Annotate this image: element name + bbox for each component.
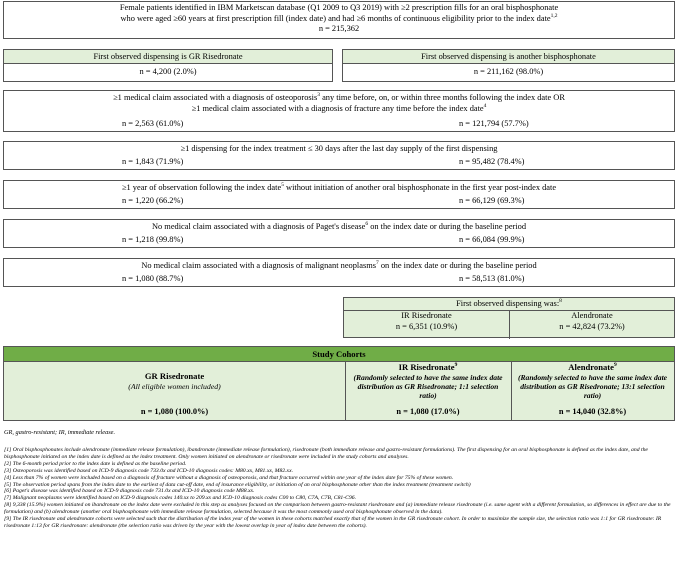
gr-first-title: First observed dispensing is GR Risedronate	[4, 50, 332, 64]
step4-right-n: n = 66,084 (99.9%)	[459, 235, 525, 244]
footnote-5: [5] The observation period spans from the index date to the earliest of data cut-off date, end of insurance eligibility, or initiation of an oral bisphosphonate other than the index treatment (treatment switch)	[4, 481, 471, 488]
step1-line1: ≥1 medical claim associated with a diagnosis of osteoporosis$^3$ any time before, on, or within three months following the index date OR	[113, 92, 565, 102]
other-first-n: n = 211,162 (98.0%)	[473, 67, 544, 76]
footnote-8: [8] 9,338 (15.9%) women initiated on ibandronate on the index date were excluded in this step as analyses focused on the comparison between gastro-resistant risedronate and (a) immediate release risedronate (i.e. same agent with a different formulation, so differences in effect are due to the formulation) and (b) alendronate (another oral bisphosphonate with immediate release formulation, selected because it was the most commonly used oral bisphosphonate observed in the data).	[4, 502, 671, 516]
footnote-4: [4] Less than 7% of women were included based on a diagnosis of fracture without a diagnosis of osteoporosis, and that fracture occurred within one year of the index date for 75% of these women.	[4, 474, 454, 481]
step3-left-n: n = 1,220 (66.2%)	[122, 196, 184, 205]
box-step-malignant-neoplasms	[3, 258, 675, 287]
gr-first-n: n = 4,200 (2.0%)	[139, 67, 197, 76]
cohort-gr-title: GR Risedronate	[144, 371, 205, 381]
observed-ir-n: n = 6,351 (10.9%)	[395, 321, 458, 331]
step4-left-n: n = 1,218 (99.8%)	[122, 235, 184, 244]
box-step-osteoporosis-fracture	[3, 90, 675, 132]
abbreviations: GR, gastro-resistant; IR, immediate release.	[4, 429, 116, 436]
footnote-7: [7] Malignant neoplasms were identified based on ICD-9 diagnosis codes 140.xx to 209.xx and ICD-10 diagnosis codes C00 to C80, C7A, C7B, C81-C96.	[4, 495, 357, 502]
step5-line1: No medical claim associated with a diagnosis of malignant neoplasms$^7$ on the index date or during the baseline period	[141, 260, 537, 270]
cohort-alen-sub: (Randomly selected to have the same index date distribution as GR Risedronate; 13:1 selection ratio)	[517, 373, 668, 401]
cohort-ir-cell	[345, 361, 512, 421]
observed-alen-label: Alendronate	[571, 311, 613, 320]
source-population-line1: Female patients identified in IBM Marketscan database (Q1 2009 to Q3 2019) with ≥2 prescription fills for an oral bisphosphonate	[119, 3, 559, 12]
step2-right-n: n = 95,482 (78.4%)	[459, 157, 525, 166]
other-first-title: First observed dispensing is another bisphosphonate	[343, 50, 674, 64]
step4-line1: No medical claim associated with a diagnosis of Paget's disease$^6$ on the index date or during the baseline period	[151, 221, 527, 231]
step5-right-n: n = 58,513 (81.0%)	[459, 274, 525, 283]
box-step-index-dispensing	[3, 141, 675, 170]
box-gr-risedronate-first	[3, 49, 333, 82]
step1-line2: ≥1 medical claim associated with a diagnosis of fracture any time before the index date$^4$	[191, 102, 487, 113]
box-step-observation	[3, 180, 675, 209]
observed-ir-label: IR Risedronate	[401, 311, 452, 320]
cohort-gr-cell	[4, 361, 346, 421]
step1-left-n: n = 2,563 (61.0%)	[122, 119, 184, 128]
step3-right-n: n = 66,129 (69.3%)	[459, 196, 525, 205]
step2-line1: ≥1 dispensing for the index treatment ≤ 30 days after the last day supply of the first dispensing	[180, 144, 498, 153]
cohort-ir-n: n = 1,080 (17.0%)	[396, 407, 460, 416]
study-cohorts-header: Study Cohorts	[4, 347, 674, 362]
observed-alendronate-cell	[509, 310, 675, 339]
footnote-6: [6] Paget's disease was identified based on ICD-9 diagnosis code 731.0x and ICD-10 diagnosis code M88.xx.	[4, 488, 255, 495]
step1-right-n: n = 121,794 (57.7%)	[459, 119, 529, 128]
step3-line1: ≥1 year of observation following the index date$^5$ without initiation of another oral bisphosphonate in the first year post-index date	[121, 182, 557, 192]
cohort-alen-title: Alendronate$^9$	[568, 362, 617, 372]
cohort-alendronate-cell	[511, 361, 674, 421]
step5-left-n: n = 1,080 (88.7%)	[122, 274, 184, 283]
observed-ir-cell	[344, 310, 510, 339]
observed-alen-n: n = 42,824 (73.2%)	[559, 321, 625, 331]
box-source-population	[3, 1, 675, 39]
cohort-alen-n: n = 14,040 (32.8%)	[558, 407, 627, 416]
cohort-ir-title: IR Risedronate$^9$	[398, 362, 458, 372]
cohort-ir-sub: (Randomly selected to have the same index date distribution as GR Risedronate; 1:1 selection ratio)	[353, 373, 503, 401]
footnote-9: [9] The IR risedronate and alendronate cohorts were selected such that the distribution of the index year of the women in these cohorts matched exactly that of the women in the GR risedronate cohort. In order to maximize the sample size, the selection ratio was 1:1 for GR risedronate: IR risedronate 1:13 for GR risedronate: alendronate (the selection ratio was driven by the year with the lowest overlap in year of index date between the cohorts).	[4, 516, 662, 529]
cohort-gr-sub: (All eligible women included)	[128, 382, 221, 391]
footnote-2: [2] The 6-month period prior to the index date is defined as the baseline period.	[4, 460, 187, 467]
source-population-n: n = 215,362	[318, 24, 360, 33]
box-first-observed-dispensing	[343, 297, 675, 338]
footnote-1: [1] Oral bisphosphonates include alendronate (immediate release formulation), ibandronate (immediate release formulation), risedronate (both immediate release and gastro-resistant formulations). The first dispensing for an oral bisphosphonate is defined as the index date, and the bisphosphonate initiated on the index date is defined as the index treatment. Only women initiated on alendronate or risedronate were included in the study cohorts and analyses.	[4, 447, 648, 460]
source-population-line2: who were aged ≥60 years at first prescription fill (index date) and had ≥6 months of continuous eligibility prior to the index date$^{1,2}$	[120, 12, 558, 23]
observed-title: First observed dispensing was:$^8$	[456, 298, 562, 308]
box-step-pagets-disease	[3, 219, 675, 248]
box-study-cohorts	[3, 346, 675, 421]
footnote-3: [3] Osteoporosis was identified based on ICD-9 diagnosis code 733.0x and ICD-10 diagnosis codes: M80.xx, M81.xx, M82.xx.	[4, 467, 294, 474]
step2-left-n: n = 1,843 (71.9%)	[122, 157, 184, 166]
footnotes	[4, 447, 672, 530]
cohort-gr-n: n = 1,080 (100.0%)	[140, 407, 209, 416]
box-other-bisphosphonate-first	[342, 49, 675, 82]
